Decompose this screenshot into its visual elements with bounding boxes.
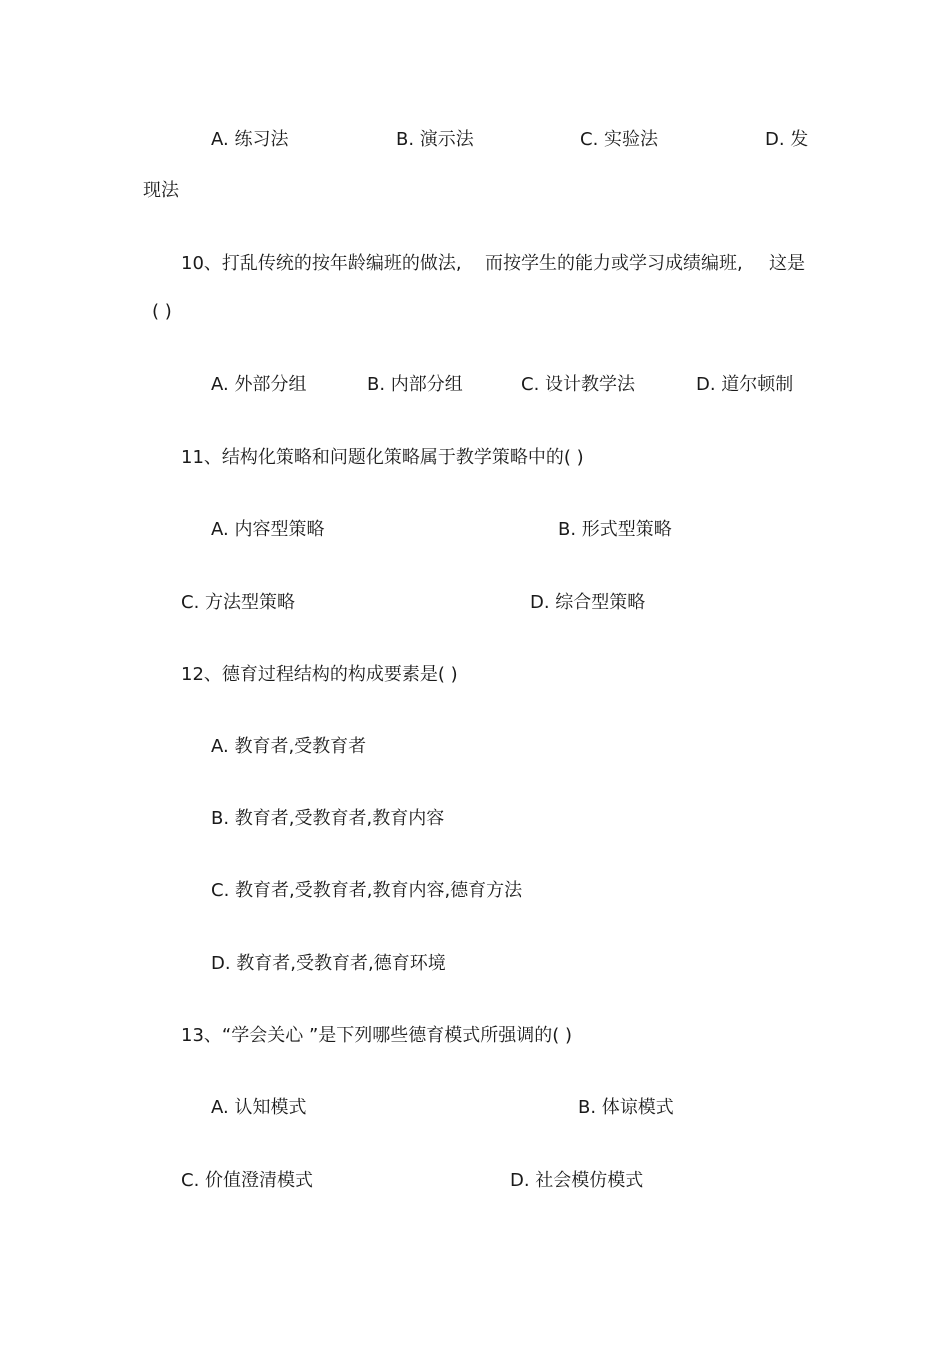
q11-option-b: B. 形式型策略 — [558, 519, 672, 540]
q13-option-b: B. 体谅模式 — [578, 1097, 674, 1118]
q10-stem-part3: 这是 — [769, 253, 805, 274]
q10-stem-part1: 10、打乱传统的按年龄编班的做法, — [181, 253, 462, 274]
q9-option-d: D. 发 — [765, 129, 809, 150]
q11-option-c: C. 方法型策略 — [181, 592, 296, 613]
q11-option-d: D. 综合型策略 — [530, 592, 646, 613]
q9-option-d-wrap: 现法 — [143, 180, 179, 201]
q10-option-a: A. 外部分组 — [211, 374, 307, 395]
q13-option-c: C. 价值澄清模式 — [181, 1170, 314, 1191]
q11-stem: 11、结构化策略和问题化策略属于教学策略中的( ) — [181, 447, 584, 468]
q11-option-a: A. 内容型策略 — [211, 519, 325, 540]
q12-option-d: D. 教育者,受教育者,德育环境 — [211, 953, 446, 974]
q13-stem: 13、“学会关心 ”是下列哪些德育模式所强调的( ) — [181, 1025, 573, 1046]
q10-stem-part2: 而按学生的能力或学习成绩编班, — [485, 253, 743, 274]
q12-option-a: A. 教育者,受教育者 — [211, 736, 367, 757]
q9-option-c: C. 实验法 — [580, 129, 659, 150]
q13-option-d: D. 社会模仿模式 — [510, 1170, 644, 1191]
q12-stem: 12、德育过程结构的构成要素是( ) — [181, 664, 458, 685]
q12-option-b: B. 教育者,受教育者,教育内容 — [211, 808, 445, 829]
q12-option-c: C. 教育者,受教育者,教育内容,德育方法 — [211, 880, 523, 901]
q13-option-a: A. 认知模式 — [211, 1097, 307, 1118]
q10-option-c: C. 设计教学法 — [521, 374, 636, 395]
q10-option-d: D. 道尔顿制 — [696, 374, 794, 395]
q10-answer-blank: ( ) — [152, 301, 172, 322]
q10-option-b: B. 内部分组 — [367, 374, 463, 395]
q9-option-a: A. 练习法 — [211, 129, 289, 150]
q9-option-b: B. 演示法 — [396, 129, 474, 150]
